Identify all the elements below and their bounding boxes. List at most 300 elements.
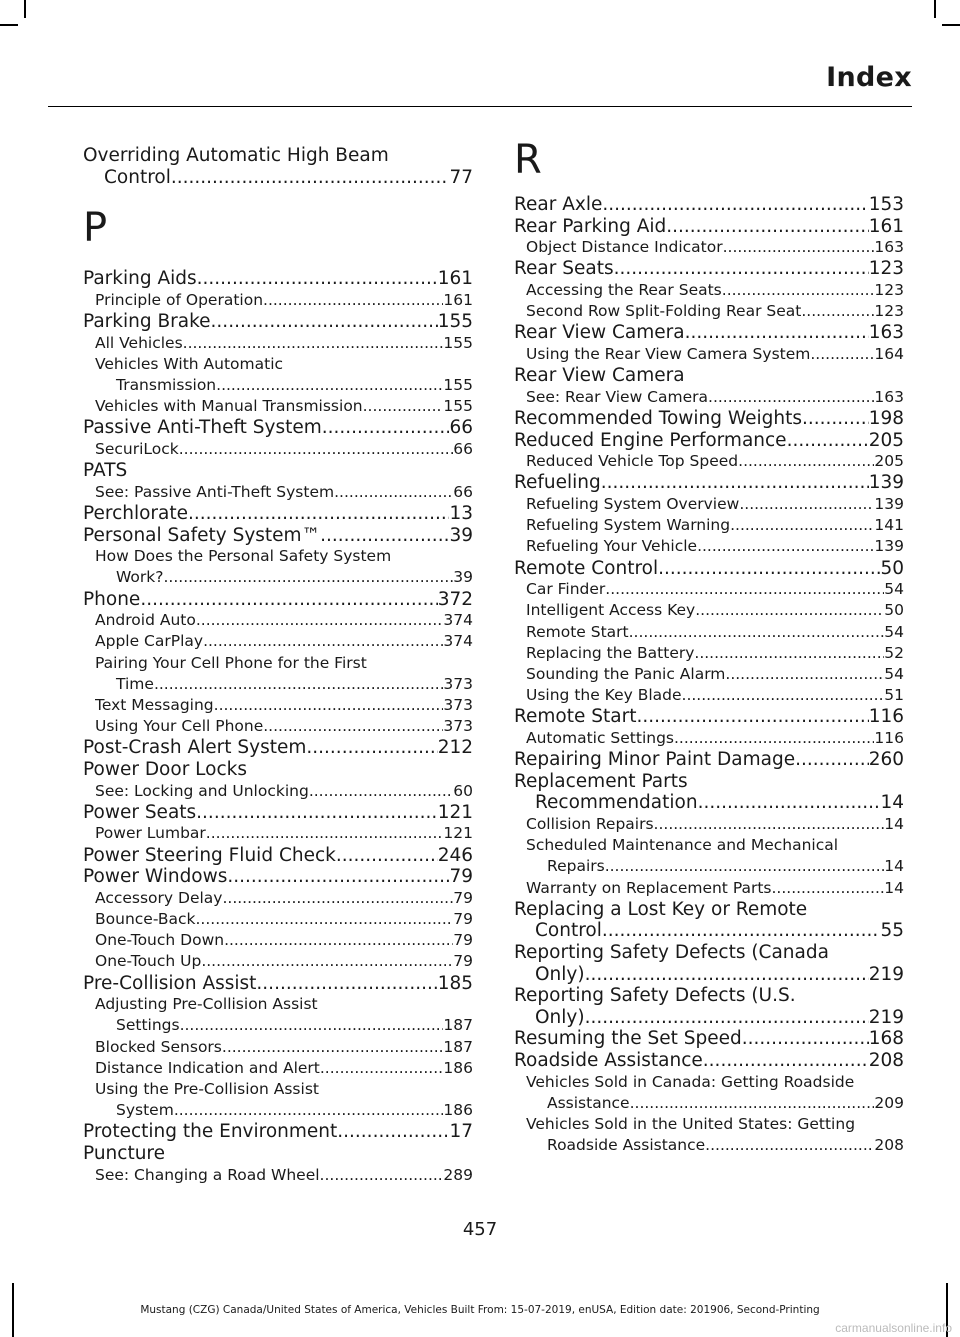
index-subentry (83, 546, 473, 588)
entry-text: Scheduled Maintenance and Mechanical (526, 836, 839, 855)
page-ref: 77 (449, 166, 473, 188)
entry-text: Refueling Your Vehicle (526, 537, 698, 556)
entry-text: SecuriLock (95, 439, 179, 458)
page-ref: 66 (449, 417, 473, 439)
dot-leader (654, 814, 885, 835)
section-letter-p: P (83, 205, 108, 252)
page-ref: 79 (453, 909, 473, 928)
entry-text: Adjusting Pre-Collision Assist (95, 995, 318, 1014)
page-ref: 289 (443, 1165, 473, 1184)
index-entry (514, 365, 904, 387)
entry-text: Reporting Safety Defects (Canada (514, 941, 829, 963)
entry-text: Rear Seats (514, 258, 614, 280)
page-ref: 219 (868, 963, 904, 985)
entry-text: Refueling (514, 472, 601, 494)
entry-text: Parking Brake (83, 310, 211, 332)
index-subentry (83, 1037, 473, 1058)
page-ref: 161 (437, 268, 473, 290)
entry-text: Power Windows (83, 866, 228, 888)
index-entry (83, 525, 473, 547)
index-subentry (83, 930, 473, 951)
index-entry (514, 942, 904, 985)
dot-leader (336, 845, 438, 867)
index-entry (514, 985, 904, 1028)
entry-text: Intelligent Access Key (526, 601, 696, 620)
index-subentry (514, 728, 904, 749)
index-subentry (83, 439, 473, 460)
entry-text: Settings (116, 1016, 180, 1035)
dot-leader (196, 909, 454, 930)
dot-leader (698, 792, 881, 814)
entry-text: Post-Crash Alert System (83, 737, 307, 759)
entry-text: Rear Parking Aid (514, 215, 667, 237)
page-ref: 374 (443, 611, 473, 630)
index-entry (514, 749, 904, 771)
page-ref: 209 (874, 1093, 904, 1112)
page-ref: 17 (449, 1121, 473, 1143)
entry-text: Sounding the Panic Alarm (526, 664, 726, 683)
page-ref: 13 (449, 502, 473, 524)
entry-text: Rear View Camera (514, 322, 685, 344)
page-ref: 54 (884, 664, 904, 683)
index-entry (514, 558, 904, 580)
dot-leader (203, 631, 443, 652)
index-entry (83, 1121, 473, 1143)
dot-leader (214, 695, 444, 716)
dot-leader (197, 268, 438, 290)
page-ref: 79 (453, 952, 473, 971)
page-ref: 161 (443, 290, 473, 309)
left-column (83, 145, 473, 1186)
dot-leader (674, 728, 874, 749)
index-subentry (514, 451, 904, 472)
dot-leader (309, 781, 453, 802)
page-ref: 219 (868, 1006, 904, 1028)
page-ref: 208 (874, 1136, 904, 1155)
entry-text: Transmission (116, 375, 217, 394)
entry-text: Vehicles Sold in Canada: Getting Roadside (526, 1072, 855, 1091)
dot-leader (795, 749, 869, 771)
dot-leader (602, 920, 881, 942)
entry-text: Power Lumbar (95, 824, 206, 843)
page-ref: 54 (884, 580, 904, 599)
entry-text: Replacement Parts (514, 770, 688, 792)
entry-text: Reduced Vehicle Top Speed (526, 452, 739, 471)
page-ref: 14 (880, 792, 904, 814)
index-entry (514, 322, 904, 344)
entry-text: Pairing Your Cell Phone for the First (95, 653, 367, 672)
dot-leader (263, 716, 443, 737)
index-subentry (83, 781, 473, 802)
index-entry (83, 503, 473, 525)
index-entry (514, 258, 904, 280)
entry-text: Warranty on Replacement Parts (526, 878, 772, 897)
entry-text: Personal Safety System™ (83, 524, 321, 546)
entry-text: Using the Key Blade (526, 686, 682, 705)
dot-leader (697, 536, 874, 557)
entry-text: Parking Aids (83, 268, 197, 290)
page-ref: 66 (453, 439, 473, 458)
dot-leader (802, 408, 869, 430)
index-subentry (83, 909, 473, 930)
page-ref: 123 (874, 302, 904, 321)
dot-leader (163, 567, 453, 588)
dot-leader (306, 737, 437, 759)
entry-text: See: Passive Anti-Theft System (95, 482, 335, 501)
dot-leader (180, 1015, 444, 1036)
entry-text: PATS (83, 460, 128, 482)
dot-leader (585, 964, 869, 986)
index-subentry (83, 888, 473, 909)
page-ref: 373 (443, 695, 473, 714)
dot-leader (629, 622, 885, 643)
page-ref: 186 (443, 1058, 473, 1077)
index-entry (514, 430, 904, 452)
dot-leader (695, 600, 884, 621)
entry-text: Resuming the Set Speed (514, 1028, 742, 1050)
page-ref: 212 (437, 737, 473, 759)
entry-text: Roadside Assistance (514, 1049, 703, 1071)
dot-leader (211, 311, 438, 333)
index-subentry (83, 396, 473, 417)
page-ref: 185 (437, 972, 473, 994)
dot-leader (201, 951, 453, 972)
page-ref: 79 (449, 866, 473, 888)
index-entry (83, 589, 473, 611)
page-ref: 55 (880, 920, 904, 942)
index-entry (514, 216, 904, 238)
dot-leader (320, 1165, 444, 1186)
index-subentry (83, 994, 473, 1036)
index-subentry (83, 290, 473, 311)
entry-text: One-Touch Up (95, 952, 202, 971)
dot-leader (705, 1135, 874, 1156)
entry-text: Control (535, 920, 602, 942)
page-ref: 246 (437, 844, 473, 866)
dot-leader (585, 1007, 869, 1029)
page-ref: 14 (884, 878, 904, 897)
entry-text: Perchlorate (83, 502, 189, 524)
footer-text: Mustang (CZG) Canada/United States of America, Vehicles Built From: 15-07-2019, enUSA, Edition date: 201906, Second-Printing (140, 1304, 820, 1316)
index-subentry (514, 579, 904, 600)
entry-text: Repairs (547, 857, 605, 876)
dot-leader (787, 430, 869, 452)
page-ref: 198 (868, 407, 904, 429)
entry-text: Principle of Operation (95, 290, 264, 309)
entry-text: Using Your Cell Phone (95, 717, 264, 736)
page-ref: 372 (437, 588, 473, 610)
dot-leader (222, 1037, 444, 1058)
entry-text: Android Auto (95, 611, 196, 630)
entry-text: Reduced Engine Performance (514, 429, 787, 451)
entry-text: Car Finder (526, 580, 606, 599)
index-subentry (83, 823, 473, 844)
entry-text: Apple CarPlay (95, 632, 204, 651)
index-subentry (514, 835, 904, 877)
page-ref: 153 (868, 194, 904, 215)
page-ref: 14 (884, 814, 904, 833)
left-entries (83, 268, 473, 1186)
page-ref: 52 (884, 643, 904, 662)
dot-leader (334, 482, 453, 503)
dot-leader (742, 1028, 869, 1050)
right-entries (514, 194, 904, 1156)
page-ref: 66 (453, 482, 473, 501)
page-ref: 164 (874, 344, 904, 363)
dot-leader (630, 1093, 875, 1114)
page-ref: 187 (443, 1016, 473, 1035)
index-subentry (514, 685, 904, 706)
entry-text: Replacing the Battery (526, 643, 695, 662)
index-subentry (514, 1072, 904, 1114)
entry-text: Using the Pre-Collision Assist (95, 1079, 319, 1098)
page-ref: 50 (880, 557, 904, 579)
page-ref: 168 (868, 1028, 904, 1050)
dot-leader (725, 664, 884, 685)
page-ref: 163 (874, 387, 904, 406)
index-entry (514, 771, 904, 814)
dot-leader (658, 558, 880, 580)
crop-mark-top-left-v (24, 0, 26, 18)
page-ref: 79 (453, 931, 473, 950)
entry-text: Vehicles With Automatic (95, 354, 284, 373)
entry-text: Accessory Delay (95, 888, 223, 907)
index-entry (514, 706, 904, 728)
dot-leader (179, 439, 454, 460)
entry-text: Automatic Settings (526, 728, 674, 747)
page-title: Index (826, 62, 912, 93)
page-ref: 116 (868, 706, 904, 728)
page-ref: 54 (884, 622, 904, 641)
index-subentry (83, 1079, 473, 1121)
dot-leader (614, 258, 869, 280)
page-ref: 50 (884, 601, 904, 620)
dot-leader (196, 610, 444, 631)
page-ref: 373 (443, 674, 473, 693)
dot-leader (171, 167, 450, 189)
dot-leader (363, 396, 444, 417)
entry-text: Power Steering Fluid Check (83, 844, 336, 866)
dot-leader (222, 888, 453, 909)
index-subentry (514, 494, 904, 515)
index-subentry (83, 610, 473, 631)
entry-text: Assistance (547, 1093, 630, 1112)
index-entry (514, 194, 904, 216)
entry-text: Rear Axle (514, 194, 603, 215)
entry-text: Only) (535, 1006, 585, 1028)
index-subentry (514, 643, 904, 664)
index-entry (83, 460, 473, 482)
page-ref: 163 (868, 322, 904, 344)
dot-leader (188, 503, 449, 525)
watermark: carmanualsonline.info (835, 1321, 952, 1335)
index-entry (83, 973, 473, 995)
entry-text: Control (104, 166, 171, 188)
entry-text: One-Touch Down (95, 931, 225, 950)
dot-leader (256, 973, 437, 995)
index-entry (514, 1050, 904, 1072)
page-ref: 155 (443, 333, 473, 352)
index-subentry (83, 354, 473, 396)
dot-leader (154, 674, 443, 695)
entry-text: Pre-Collision Assist (83, 972, 257, 994)
page-ref: 139 (874, 494, 904, 513)
page-ref: 155 (443, 397, 473, 416)
index-entry (83, 311, 473, 333)
page-ref: 374 (443, 632, 473, 651)
index-entry (83, 737, 473, 759)
page-ref: 155 (437, 310, 473, 332)
entry-text: How Does the Personal Safety System (95, 547, 392, 566)
index-subentry (83, 333, 473, 354)
entry-text: See: Rear View Camera (526, 387, 709, 406)
dot-leader (739, 494, 874, 515)
index-subentry (83, 1058, 473, 1079)
index-subentry (83, 653, 473, 695)
entry-text: Second Row Split-Folding Rear Seat (526, 302, 802, 321)
crop-mark-top-right-h (942, 24, 960, 26)
left-lead-entries (83, 145, 473, 188)
entry-text: Text Messaging (95, 695, 214, 714)
dot-leader (322, 417, 450, 439)
entry-text: Repairing Minor Paint Damage (514, 749, 796, 771)
page-ref: 141 (874, 516, 904, 535)
page-ref: 60 (453, 781, 473, 800)
page-number: 457 (462, 1219, 498, 1240)
entry-text: Phone (83, 588, 141, 610)
index-subentry (514, 237, 904, 258)
entry-text: Only) (535, 963, 585, 985)
entry-text: Replacing a Lost Key or Remote (514, 898, 808, 920)
dot-leader (263, 290, 443, 311)
entry-text: Refueling System Overview (526, 494, 740, 513)
dot-leader (738, 451, 874, 472)
dot-leader (183, 333, 444, 354)
index-entry (83, 1143, 473, 1165)
dot-leader (196, 802, 438, 824)
index-entry (514, 1028, 904, 1050)
crop-mark-top-right-v (934, 0, 936, 18)
entry-text: Roadside Assistance (547, 1136, 706, 1155)
dot-leader (224, 930, 453, 951)
index-entry (83, 759, 473, 781)
page-ref: 161 (868, 215, 904, 237)
dot-leader (320, 1058, 444, 1079)
index-entry (83, 417, 473, 439)
page-ref: 155 (443, 375, 473, 394)
page-ref: 121 (437, 801, 473, 823)
dot-leader (605, 856, 885, 877)
dot-leader (694, 643, 884, 664)
entry-text: Object Distance Indicator (526, 238, 723, 257)
header-rule (48, 106, 912, 107)
dot-leader (337, 1121, 449, 1143)
page-ref: 187 (443, 1037, 473, 1056)
index-subentry (83, 631, 473, 652)
entry-text: See: Changing a Road Wheel (95, 1165, 320, 1184)
index-entry (83, 845, 473, 867)
index-subentry (514, 622, 904, 643)
page-ref: 163 (874, 238, 904, 257)
page-ref: 79 (453, 888, 473, 907)
dot-leader (730, 515, 874, 536)
page-ref: 116 (874, 728, 904, 747)
dot-leader (772, 878, 885, 899)
entry-text: Remote Start (514, 706, 637, 728)
entry-text: Remote Start (526, 622, 629, 641)
entry-text: Accessing the Rear Seats (526, 280, 722, 299)
entry-text: Reporting Safety Defects (U.S. (514, 985, 796, 1007)
page-ref: 208 (868, 1049, 904, 1071)
dot-leader (601, 472, 869, 494)
right-column (514, 137, 904, 1156)
dot-leader (708, 387, 874, 408)
entry-text: Collision Repairs (526, 814, 654, 833)
entry-text: All Vehicles (95, 333, 183, 352)
dot-leader (810, 344, 874, 365)
dot-leader (605, 579, 884, 600)
page-ref: 260 (868, 749, 904, 771)
entry-text: Refueling System Warning (526, 516, 731, 535)
entry-text: Bounce-Back (95, 909, 196, 928)
page-ref: 123 (874, 280, 904, 299)
index-subentry (514, 515, 904, 536)
index-subentry (514, 536, 904, 557)
index-subentry (514, 878, 904, 899)
page-ref: 121 (443, 824, 473, 843)
entry-text: Using the Rear View Camera System (526, 344, 811, 363)
entry-text: Puncture (83, 1142, 166, 1164)
index-subentry (83, 1165, 473, 1186)
index-subentry (83, 951, 473, 972)
dot-leader (682, 685, 885, 706)
page-ref: 139 (874, 537, 904, 556)
dot-leader (703, 1050, 869, 1072)
section-letter-r: R (514, 137, 542, 183)
dot-leader (801, 301, 874, 322)
dot-leader (206, 823, 444, 844)
index-subentry (514, 344, 904, 365)
index-subentry (514, 664, 904, 685)
page-ref: 186 (443, 1101, 473, 1120)
crop-mark-top-left-h (0, 24, 18, 26)
index-subentry (514, 1114, 904, 1156)
entry-text: System (116, 1101, 174, 1120)
page-ref: 14 (884, 857, 904, 876)
dot-leader (174, 1100, 444, 1121)
entry-text: Time (116, 674, 154, 693)
index-subentry (514, 301, 904, 322)
page-ref: 39 (453, 568, 473, 587)
dot-leader (636, 706, 868, 728)
entry-text: Remote Control (514, 557, 659, 579)
entry-text: Recommended Towing Weights (514, 407, 802, 429)
index-entry (83, 802, 473, 824)
index-subentry (83, 695, 473, 716)
index-subentry (514, 387, 904, 408)
index-subentry (514, 814, 904, 835)
index-entry (83, 268, 473, 290)
entry-text: Rear View Camera (514, 365, 685, 387)
entry-text: Overriding Automatic High Beam (83, 145, 389, 166)
dot-leader (320, 525, 449, 547)
entry-text: Distance Indication and Alert (95, 1058, 320, 1077)
index-subentry (514, 280, 904, 301)
entry-text: Power Seats (83, 801, 197, 823)
entry-text: Vehicles with Manual Transmission (95, 397, 363, 416)
page-ref: 51 (884, 686, 904, 705)
entry-text: Recommendation (535, 792, 698, 814)
